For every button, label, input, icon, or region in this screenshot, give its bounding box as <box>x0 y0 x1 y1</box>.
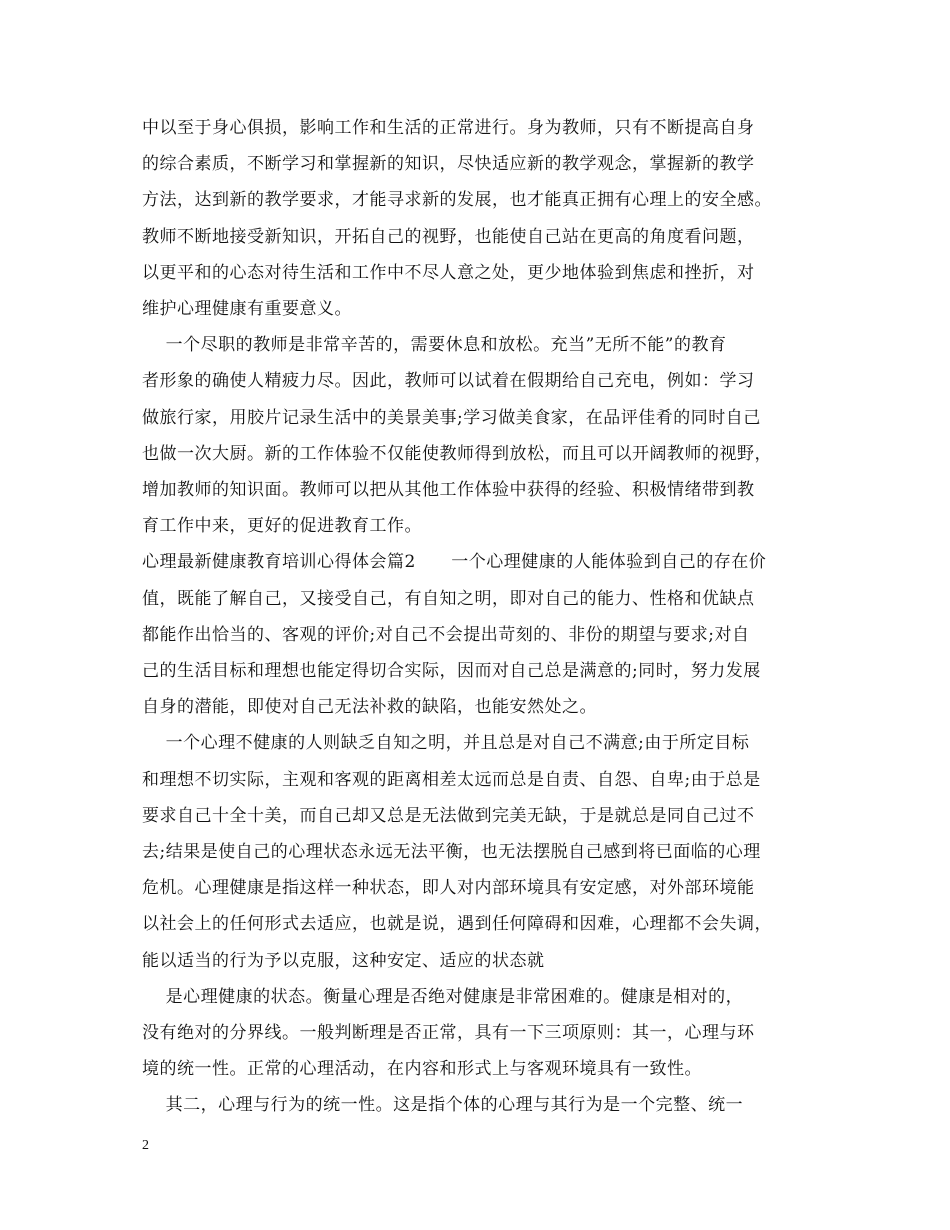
text-line: 能以适当的行为予以克服，这种安定、适应的状态就 <box>142 951 545 971</box>
text-line: 境的统一性。正常的心理活动，在内容和形式上与客观环境具有一致性。 <box>142 1059 702 1079</box>
text-line: 自身的潜能，即使对自己无法补救的缺陷，也能安然处之。 <box>142 697 597 717</box>
text-line: 者形象的确使人精疲力尽。因此，教师可以试着在假期给自己充电，例如：学习 <box>142 371 755 391</box>
text-line: 去;结果是使自己的心理状态永远无法平衡，也无法摆脱自己感到将已面临的心理 <box>142 842 761 862</box>
text-line: 增加教师的知识面。教师可以把从其他工作体验中获得的经验、积极情绪带到教 <box>142 480 755 500</box>
text-line: 维护心理健康有重要意义。 <box>142 299 352 319</box>
text-line: 都能作出恰当的、客观的评价;对自己不会提出苛刻的、非份的期望与要求;对自 <box>142 625 750 645</box>
text-line: 是心理健康的状态。衡量心理是否绝对健康是非常困难的。健康是相对的， <box>142 987 744 1007</box>
text-line: 己的生活目标和理想也能定得切合实际，因而对自己总是满意的;同时，努力发展 <box>142 661 761 681</box>
text-line: 的综合素质，不断学习和掌握新的知识，尽快适应新的教学观念，掌握新的教学 <box>142 154 755 174</box>
text-line: 做旅行家，用胶片记录生活中的美景美事;学习做美食家，在品评佳肴的同时自己 <box>142 408 761 428</box>
text-line: 要求自己十全十美，而自己却又总是无法做到完美无缺，于是就总是同自己过不 <box>142 806 755 826</box>
text-line: 没有绝对的分界线。一般判断理是否正常，具有一下三项原则：其一，心理与环 <box>142 1023 755 1043</box>
text-line: 教师不断地接受新知识，开拓自己的视野，也能使自己站在更高的角度看问题， <box>142 227 755 247</box>
text-line: 以更平和的心态对待生活和工作中不尽人意之处，更少地体验到焦虑和挫折，对 <box>142 263 755 283</box>
text-line: 其二，心理与行为的统一性。这是指个体的心理与其行为是一个完整、统一 <box>142 1095 744 1115</box>
text-line: 一个尽职的教师是非常辛苦的，需要休息和放松。充当”无所不能”的教育 <box>142 335 727 355</box>
text-line: 危机。心理健康是指这样一种状态，即人对内部环境具有安定感，对外部环境能 <box>142 878 755 898</box>
text-line: 中以至于身心俱损，影响工作和生活的正常进行。身为教师，只有不断提高自身 <box>142 118 755 138</box>
text-line: 一个心理不健康的人则缺乏自知之明，并且总是对自己不满意;由于所定目标 <box>142 733 750 753</box>
page-number: 2 <box>142 1138 149 1153</box>
text-line: 心理最新健康教育培训心得体会篇2 一个心理健康的人能体验到自己的存在价 <box>142 552 767 572</box>
text-line: 以社会上的任何形式去适应，也就是说，遇到任何障碍和因难，心理都不会失调， <box>142 914 772 934</box>
text-line: 育工作中来，更好的促进教育工作。 <box>142 516 422 536</box>
text-line: 也做一次大厨。新的工作体验不仅能使教师得到放松，而且可以开阔教师的视野， <box>142 444 772 464</box>
text-line: 值，既能了解自己，又接受自己，有自知之明，即对自己的能力、性格和优缺点 <box>142 589 755 609</box>
text-line: 方法，达到新的教学要求，才能寻求新的发展，也才能真正拥有心理上的安全感。 <box>142 190 772 210</box>
text-line: 和理想不切实际，主观和客观的距离相差太远而总是自责、自怨、自卑;由于总是 <box>142 770 761 790</box>
